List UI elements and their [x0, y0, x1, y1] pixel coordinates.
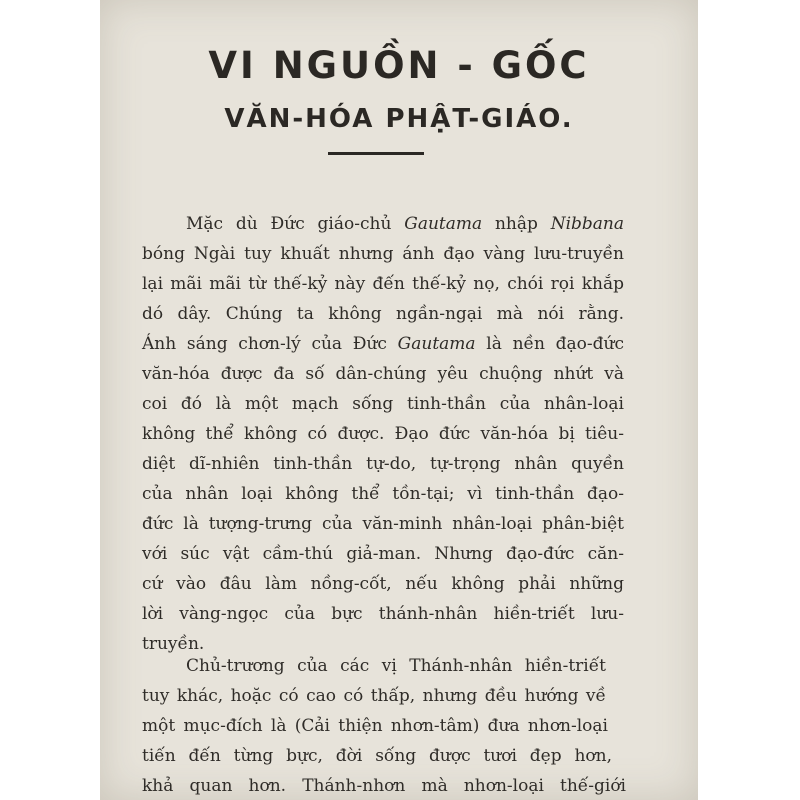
body-line: coi đó là một mạch sống tinh-thần của nhân-loại: [142, 394, 624, 414]
body-line: tuy khác, hoặc có cao có thấp, nhưng đều hướng về: [142, 686, 606, 706]
body-line: cứ vào đâu làm nồng-cốt, nếu không phải những: [142, 574, 624, 594]
body-line: đức là tượng-trưng của văn-minh nhân-loại phân-biệt: [142, 514, 624, 534]
body-line: khả quan hơn. Thánh-nhơn mà nhơn-loại thế-giới: [142, 776, 626, 796]
body-line: lời vàng-ngọc của bực thánh-nhân hiền-triết lưu-: [142, 604, 624, 624]
chapter-title-line-1: VI NGUỒN - GỐC: [208, 44, 590, 87]
body-line: truyền.: [142, 634, 205, 654]
body-line: lại mãi mãi từ thế-kỷ này đến thế-kỷ nọ, chói rọi khắp: [142, 274, 624, 294]
body-line: dó dây. Chúng ta không ngần-ngại mà nói rằng.: [142, 304, 624, 324]
italic-name: Nibbana: [550, 214, 624, 234]
body-line: với súc vật cầm-thú giả-man. Nhưng đạo-đức căn-: [142, 544, 624, 564]
body-line: diệt dĩ-nhiên tinh-thần tự-do, tự-trọng nhân quyền: [142, 454, 624, 474]
book-page: [100, 0, 698, 800]
italic-name: Gautama: [397, 334, 476, 354]
body-line: văn-hóa được đa số dân-chúng yêu chuộng nhứt và: [142, 364, 624, 384]
chapter-title-line-2: VĂN-HÓA PHẬT-GIÁO.: [224, 104, 574, 134]
body-line: một mục-đích là (Cải thiện nhơn-tâm) đưa nhơn-loại: [142, 716, 608, 736]
title-underline-divider: [328, 152, 424, 155]
body-line: Ánh sáng chơn-lý của Đức Gautama là nền đạo-đức: [142, 334, 624, 354]
body-line: Chủ-trương của các vị Thánh-nhân hiền-triết: [186, 656, 606, 676]
body-line: tiến đến từng bực, đời sống được tươi đẹp hơn,: [142, 746, 612, 766]
body-line: không thể không có được. Đạo đức văn-hóa bị tiêu-: [142, 424, 624, 444]
body-line: bóng Ngài tuy khuất nhưng ánh đạo vàng lưu-truyền: [142, 244, 624, 264]
body-line: của nhân loại không thể tồn-tại; vì tinh-thần đạo-: [142, 484, 624, 504]
body-line: Mặc dù Đức giáo-chủ Gautama nhập Nibbana: [186, 214, 624, 234]
italic-name: Gautama: [404, 214, 483, 234]
